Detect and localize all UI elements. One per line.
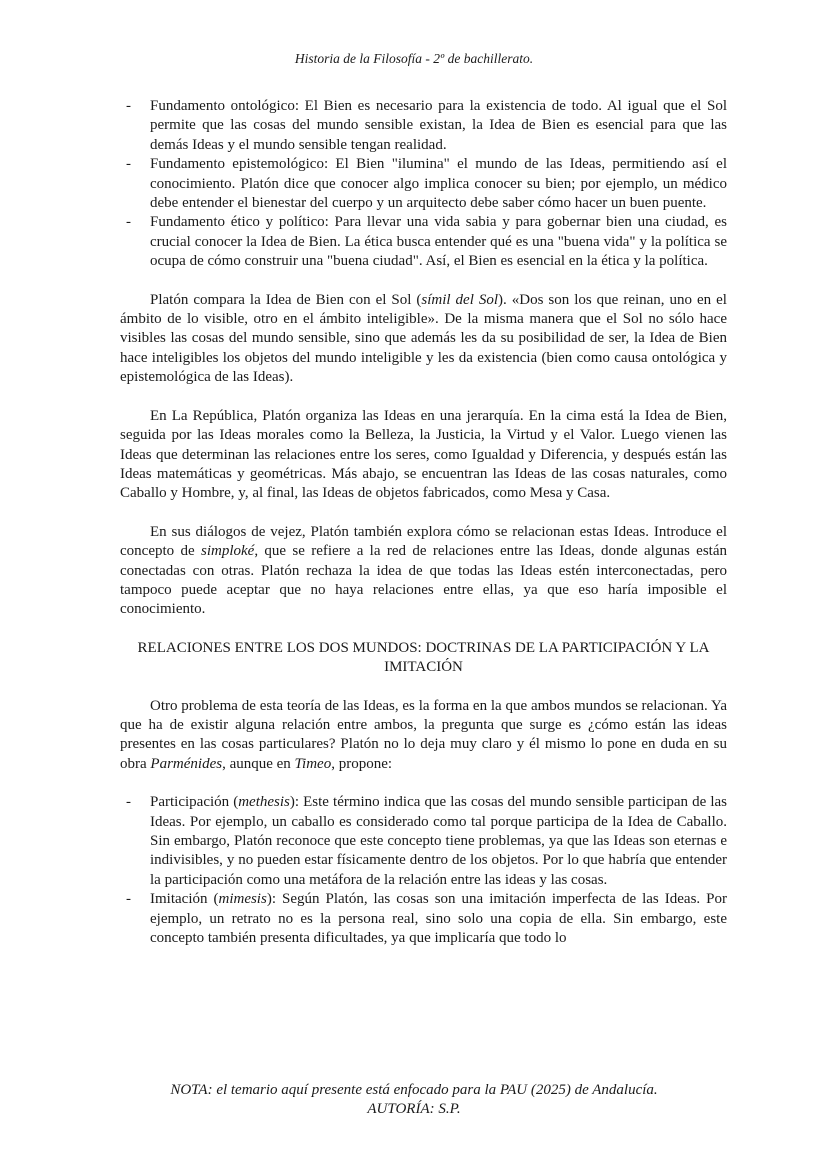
paragraph-relaciones: Otro problema de esta teoría de las Ideas, es la forma en la que ambos mundos se relacionan. Ya que ha de existir alguna relación entre ambos, la pregunta que surge es ¿cómo están las ideas presentes en las cosas particulares? Platón no lo deja muy claro y él mismo lo pone en duda en su obra Parménides, aunque en Timeo, propone:: [120, 697, 727, 772]
list-item: - Fundamento epistemológico: El Bien "ilumina" el mundo de las Ideas, permitiendo así el conocimiento. Platón dice que conocer algo implica conocer su bien; por ejemplo, un médico debe entender el bienestar del cuerpo y un arquitecto debe saber cómo hacer un buen puente.: [120, 155, 727, 213]
page-footer: [0, 1081, 828, 1119]
footer-author: AUTORÍA: S.P.: [367, 1101, 461, 1117]
section-heading: RELACIONES ENTRE LOS DOS MUNDOS: DOCTRINAS DE LA PARTICIPACIÓN Y LA IMITACIÓN: [137, 639, 710, 676]
list-item: - Fundamento ontológico: El Bien es necesario para la existencia de todo. Al igual que el Sol permite que las cosas del mundo sensible existan, la Idea de Bien es esencial para que las demás Ideas y el mundo sensible tengan realidad.: [120, 97, 727, 155]
foundations-list: [120, 97, 727, 272]
paragraph-simil-sol: Platón compara la Idea de Bien con el Sol (símil del Sol). «Dos son los que reinan, uno en el ámbito de lo visible, otro en el ámbito inteligible». De la misma manera que el Sol no sólo hace visibles las cosas del mundo sensible, sino que además les da su posibilidad de ser, la Idea de Bien hace inteligibles los objetos del mundo inteligible y les da existencia (bien como causa ontológica y epistemológica de las Ideas).: [120, 291, 727, 386]
paragraph-simploke: En sus diálogos de vejez, Platón también explora cómo se relacionan estas Ideas. Introduce el concepto de simploké, que se refiere a la red de relaciones entre las Ideas, donde algunas están conectadas con otras. Platón rechaza la idea de que todas las Ideas estén interconectadas, pero tampoco puede aceptar que no haya relaciones entre ellas, ya que eso haría imposible el conocimiento.: [120, 523, 727, 618]
list-item: - Imitación (mimesis): Según Platón, las cosas son una imitación imperfecta de las Ideas. Por ejemplo, un retrato no es la persona real, sino solo una copia de ella. Sin embargo, este concepto también presenta dificultades, ya que implicaría que todo lo: [120, 890, 727, 948]
footer-note: NOTA: el temario aquí presente está enfocado para la PAU (2025) de Andalucía.: [170, 1082, 658, 1098]
page-content: [120, 97, 727, 948]
list-item: - Fundamento ético y político: Para llevar una vida sabia y para gobernar bien una ciudad, es crucial conocer la Idea de Bien. La ética busca entender qué es una "buena vida" y la política se ocupa de cómo construir una "buena ciudad". Así, el Bien es esencial en la ética y la política.: [120, 213, 727, 271]
doctrines-list: [120, 793, 727, 948]
page-header: Historia de la Filosofía - 2º de bachillerato.: [294, 51, 534, 66]
list-item: - Participación (methesis): Este término indica que las cosas del mundo sensible participan de las Ideas. Por ejemplo, un caballo es considerado como tal porque participa de la Idea de Caballo. Sin embargo, Platón reconoce que este concepto tiene problemas, ya que las Ideas son eternas e indivisibles, y no pueden estar físicamente dentro de los objetos. Por lo que habría que entender la participación como una metáfora de la relación entre las ideas y las cosas.: [120, 793, 727, 890]
paragraph-jerarquia: En La República, Platón organiza las Ideas en una jerarquía. En la cima está la Idea de Bien, seguida por las Ideas morales como la Belleza, la Justicia, la Virtud y el Valor. Luego vienen las Ideas que determinan las relaciones entre los seres, como Igualdad y Diferencia, y después están las Ideas matemáticas y geométricas. Más abajo, se encuentran las Ideas de las cosas naturales, como Caballo y Hombre, y, al final, las Ideas de objetos fabricados, como Mesa y Casa.: [120, 407, 727, 502]
